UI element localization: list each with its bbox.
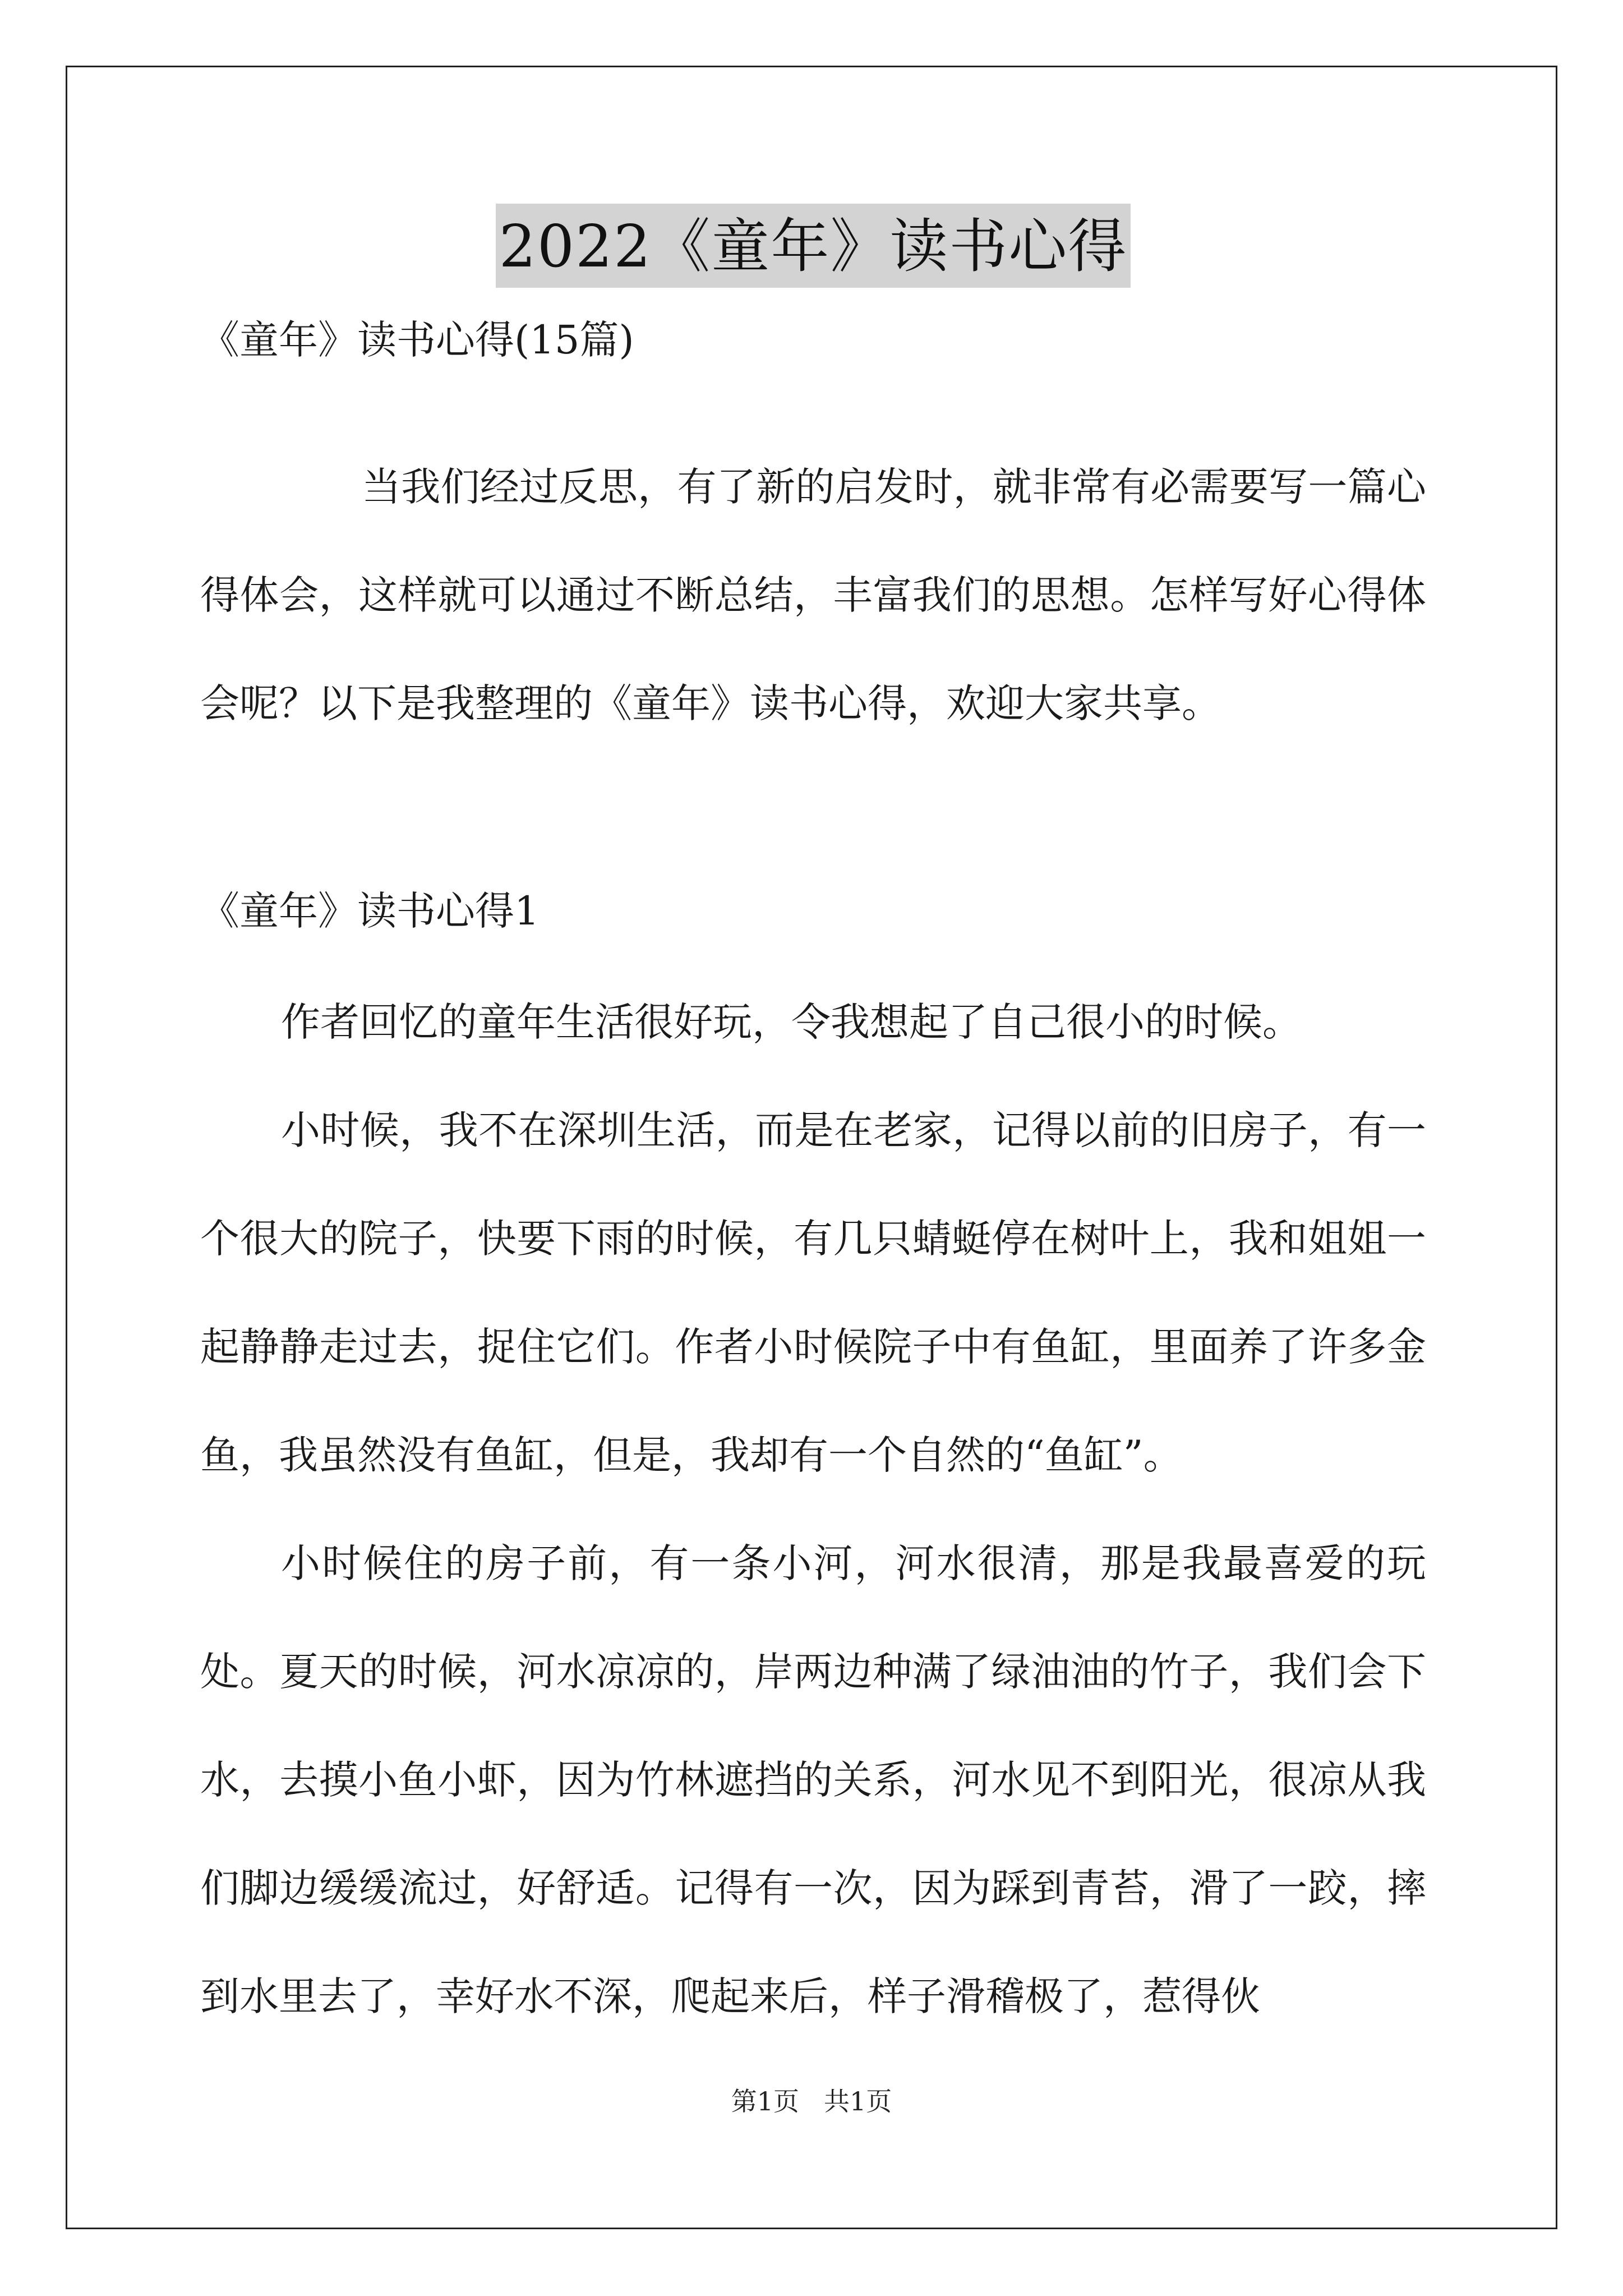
page-footer <box>0 2085 1623 2118</box>
intro-paragraph: 当我们经过反思，有了新的启发时，就非常有必需要写一篇心得体会，这样就可以通过不断总结，丰富我们的思想。怎样写好心得体会呢？以下是我整理的《童年》读书心得，欢迎大家共享。 <box>200 464 1426 726</box>
body-paragraph: 作者回忆的童年生活很好玩，令我想起了自己很小的时候。 <box>281 999 1302 1045</box>
title-container <box>200 204 1426 288</box>
body-paragraph: 小时候住的房子前，有一条小河，河水很清，那是我最喜爱的玩处。夏天的时候，河水凉凉的，岸两边种满了绿油油的竹子，我们会下水，去摸小鱼小虾，因为竹林遮挡的关系，河水见不到阳光，很凉从我们脚边缓缓流过，好舒适。记得有一次，因为踩到青苔，滑了一跤，摔到水里去了，幸好水不深，爬起来后，样子滑稽极了，惹得伙 <box>200 1540 1426 2019</box>
page-number: 第1页 <box>731 2086 800 2116</box>
section-heading: 《童年》读书心得1 <box>200 888 540 934</box>
document-subtitle: 《童年》读书心得(15篇) <box>200 317 634 363</box>
body-paragraph: 小时候，我不在深圳生活，而是在老家，记得以前的旧房子，有一个很大的院子，快要下雨的时候，有几只蜻蜓停在树叶上，我和姐姐一起静静走过去，捉住它们。作者小时候院子中有鱼缸，里面养了许多金鱼，我虽然没有鱼缸，但是，我却有一个自然的“鱼缸”。 <box>200 1107 1426 1478</box>
page-total: 共1页 <box>823 2086 892 2116</box>
document-title: 2022《童年》读书心得 <box>496 204 1131 288</box>
